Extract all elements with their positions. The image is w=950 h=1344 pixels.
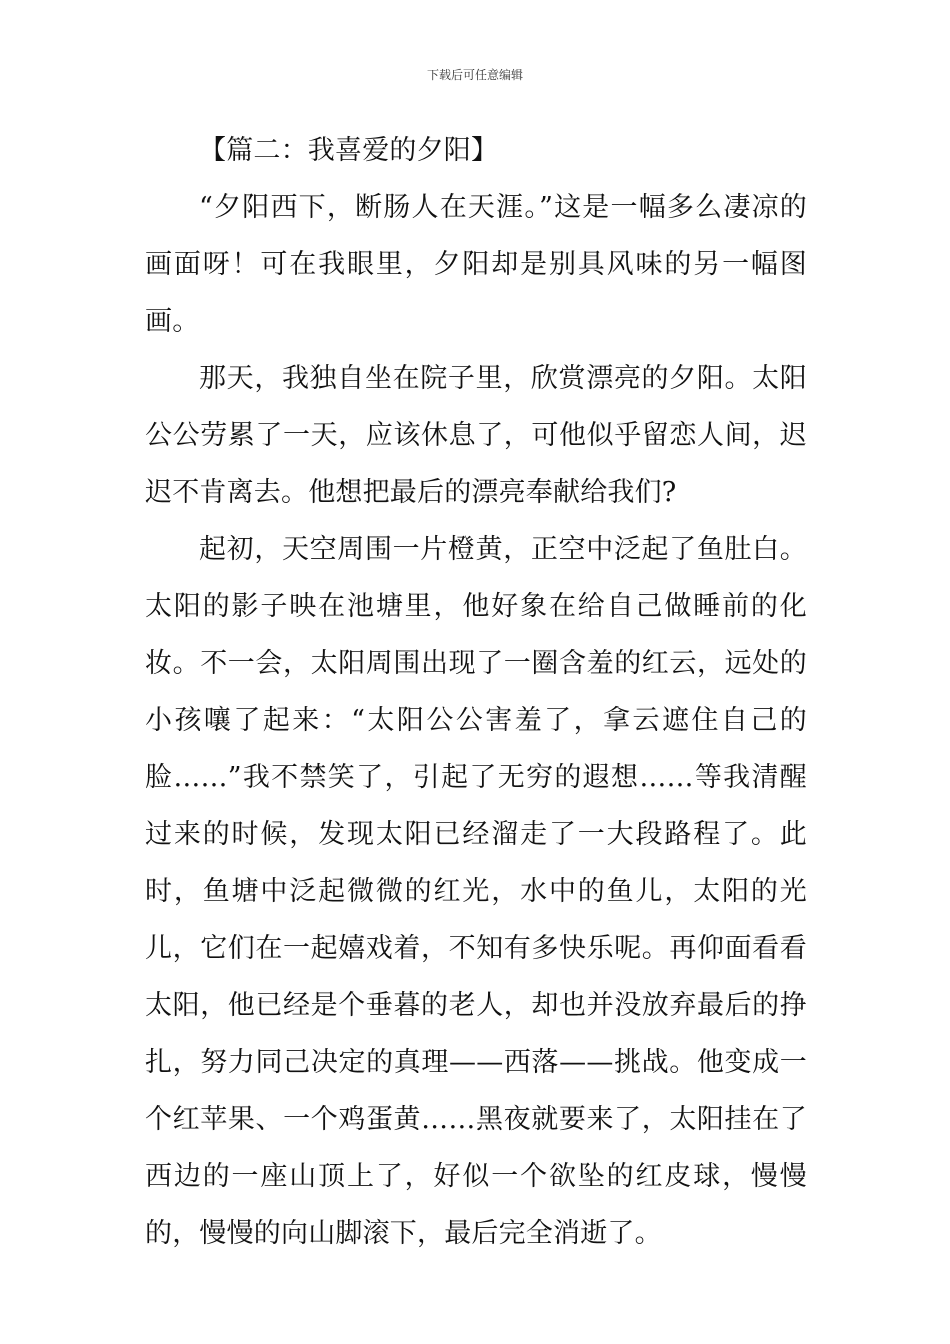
article-title: 【篇二：我喜爱的夕阳】 xyxy=(199,135,499,166)
header-note: 下载后可任意编辑 xyxy=(426,68,523,82)
paragraph-3: 起初，天空周围一片橙黄，正空中泛起了鱼肚白。太阳的影子映在池塘里，他好象在给自己做睡前的化妆。不一会，太阳周围出现了一圈含羞的红云，远处的小孩嚷了起来：“太阳公公害羞了，拿云遮住自己的脸……”我不禁笑了，引起了无穷的遐想……等我清醒过来的时候，发现太阳已经溜走了一大段路程了。此时，鱼塘中泛起微微的红光，水中的鱼儿，太阳的光儿，它们在一起嬉戏着，不知有多快乐呢。再仰面看看太阳，他已经是个垂暮的老人，却也并没放弃最后的挣扎，努力同己决定的真理——西落——挑战。他变成一个红苹果、一个鸡蛋黄……黑夜就要来了，太阳挂在了西边的一座山顶上了，好似一个欲坠的红皮球，慢慢的，慢慢的向山脚滚下，最后完全消逝了。 xyxy=(145,534,807,1249)
paragraph-2: 那天，我独自坐在院子里，欣赏漂亮的夕阳。太阳公公劳累了一天，应该休息了，可他似乎留恋人间，迟迟不肯离去。他想把最后的漂亮奉献给我们? xyxy=(145,363,807,508)
paragraph-1: “夕阳西下，断肠人在天涯。”这是一幅多么凄凉的画面呀！可在我眼里，夕阳却是别具风味的另一幅图画。 xyxy=(145,192,807,337)
article-body xyxy=(145,122,807,1262)
